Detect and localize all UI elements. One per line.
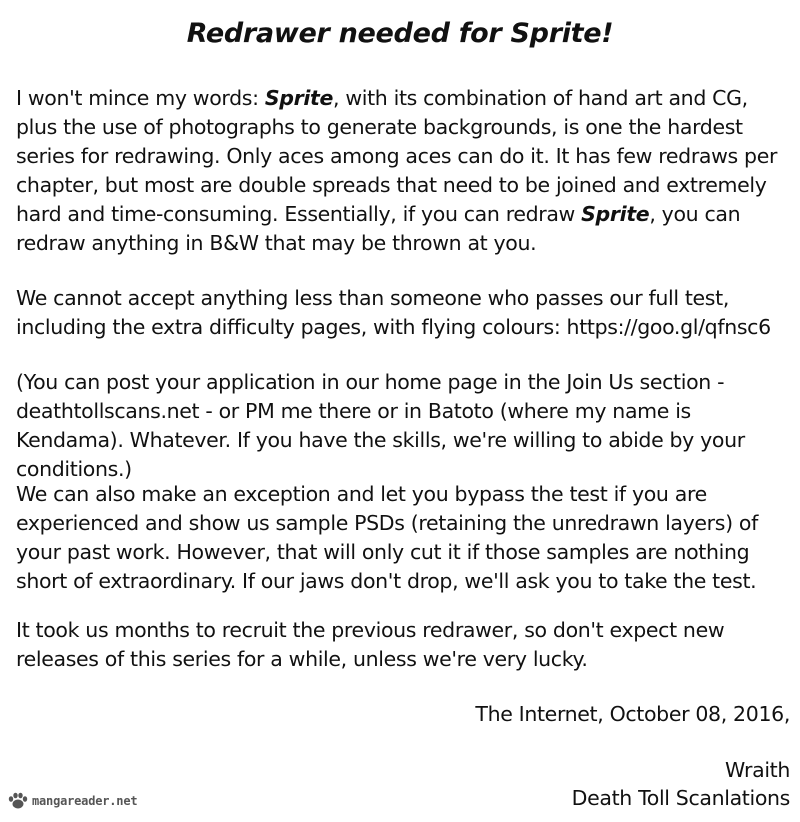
watermark-text: mangareader.net	[32, 794, 138, 808]
dateline: The Internet, October 08, 2016,	[475, 702, 790, 726]
signature-name: Wraith	[725, 758, 790, 782]
intro-text-a: I won't mince my words:	[16, 86, 265, 110]
paragraph-test-text: We cannot accept anything less than someone who passes our full test, including the extra difficulty pages, with flying colours: https://goo.gl/qfnsc6	[16, 286, 771, 339]
paragraph-test	[16, 284, 792, 342]
series-name-emphasis: Sprite	[264, 86, 334, 110]
intro-text-e: , you can redraw anything in B&W that may be thrown at you.	[16, 202, 741, 255]
paragraph-application-text: (You can post your application in our home page in the Join Us section - deathtollscans.net - or PM me there or in Batoto (where my name is Kendama). Whatever. If you have the skills, we're willing to abide by your conditions.)	[16, 370, 745, 481]
paragraph-closing-text: It took us months to recruit the previous redrawer, so don't expect new releases of this series for a while, unless we're very lucky.	[16, 618, 725, 671]
signature-group: Death Toll Scanlations	[571, 786, 790, 810]
watermark	[6, 791, 137, 811]
page-title: Redrawer needed for Sprite!	[186, 18, 614, 49]
series-name-emphasis-2: Sprite	[581, 202, 650, 226]
paragraph-closing	[16, 616, 792, 674]
paragraph-application	[16, 368, 792, 484]
paragraph-intro	[16, 84, 792, 258]
paragraph-exception	[16, 480, 792, 596]
intro-text-c: , with its combination of hand art and CG, plus the use of photographs to generate backgrounds, is one the hardest series for redrawing. Only aces among aces can do it. It has few redraws per chapter, but most are double spreads that need to be joined and extremely hard and time-consuming. Essentially, if you can redraw	[16, 86, 778, 226]
paragraph-exception-text: We can also make an exception and let you bypass the test if you are experienced and show us sample PSDs (retaining the unredrawn layers) of your past work. However, that will only cut it if those samples are nothing short of extraordinary. If our jaws don't drop, we'll ask you to take the test.	[16, 482, 758, 593]
paw-logo-icon	[6, 792, 30, 810]
paragraph-intro-text	[16, 84, 792, 258]
